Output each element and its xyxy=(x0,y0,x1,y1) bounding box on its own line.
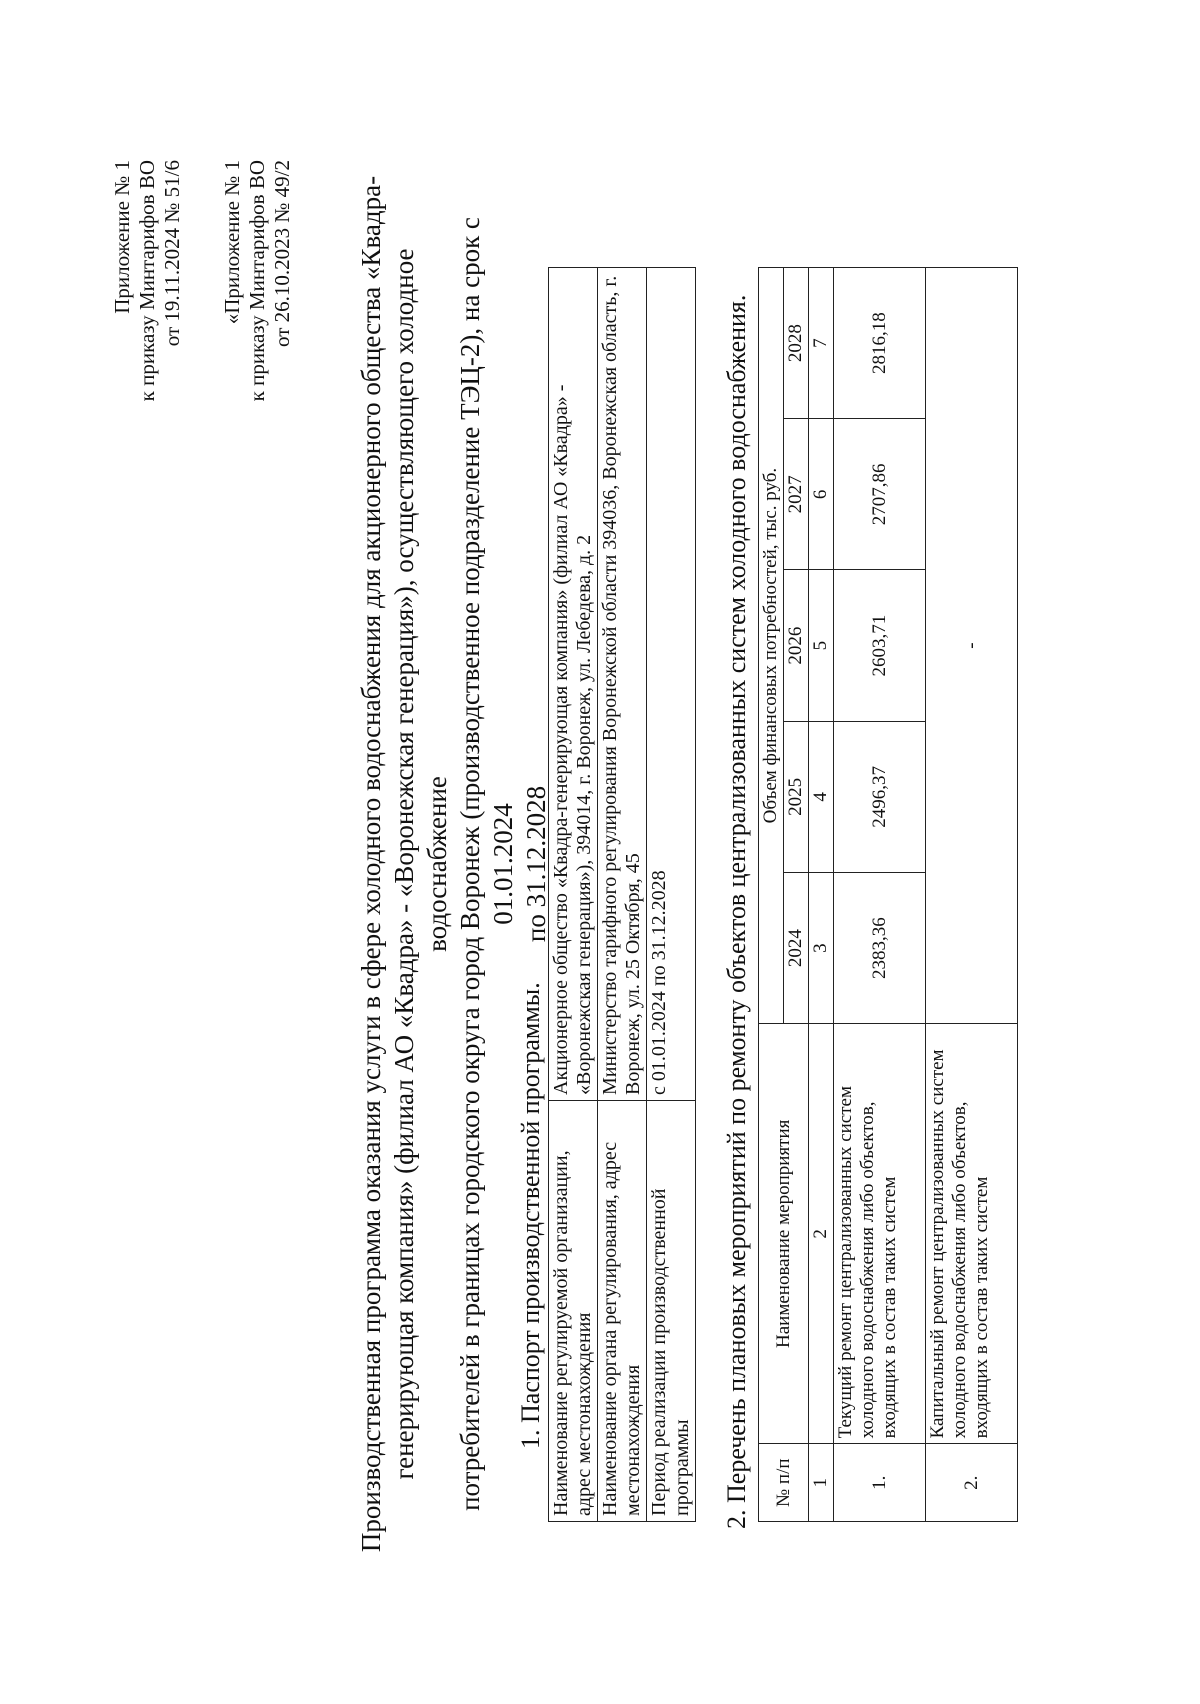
appendix-line: к приказу Минтарифов ВО xyxy=(245,160,269,402)
index-cell: 7 xyxy=(809,268,834,419)
passport-label: Период реализации производственной программы xyxy=(647,1101,696,1522)
title-line: Производственная программа оказания услуги в сфере холодного водоснабжения для акционерного общества «Квадра- xyxy=(356,175,386,1553)
index-cell: 3 xyxy=(809,872,834,1023)
value-cell-merged: - xyxy=(926,268,1018,1024)
index-cell: 2 xyxy=(809,1024,834,1444)
appendix-line: от 19.11.2024 № 51/6 xyxy=(160,160,184,347)
title-line: потребителей в границах городского округа город Воронеж (производственное подразделение ТЭЦ-2), на срок с 01.01.2024 xyxy=(455,217,518,1511)
row-number: 2. xyxy=(926,1444,1018,1522)
year-header: 2025 xyxy=(784,721,809,872)
measure-name: Текущий ремонт централизованных систем холодного водоснабжения либо объектов, входящих в состав таких систем xyxy=(834,1024,926,1444)
header-row xyxy=(759,268,784,1522)
value-cell: 2383,36 xyxy=(834,872,926,1023)
column-header-number: № п/п xyxy=(759,1444,809,1522)
index-row xyxy=(809,268,834,1522)
value-cell: 2603,71 xyxy=(834,570,926,721)
row-number: 1. xyxy=(834,1444,926,1522)
table-row xyxy=(647,268,696,1522)
measure-name: Капитальный ремонт централизованных систем холодного водоснабжения либо объектов, входящих в состав таких систем xyxy=(926,1024,1018,1444)
year-header: 2024 xyxy=(784,872,809,1023)
passport-label: Наименование органа регулирования, адрес местонахождения xyxy=(598,1101,647,1522)
index-cell: 4 xyxy=(809,721,834,872)
appendix-line: «Приложение № 1 xyxy=(220,160,244,325)
index-cell: 6 xyxy=(809,419,834,570)
passport-table xyxy=(548,267,696,1522)
year-header: 2027 xyxy=(784,419,809,570)
value-cell: 2816,18 xyxy=(834,268,926,419)
table-row xyxy=(926,268,1018,1522)
passport-label: Наименование регулируемой организации, адрес местонахождения xyxy=(549,1101,598,1522)
appendix-line: от 26.10.2023 № 49/2 xyxy=(270,160,294,348)
passport-value: Министерство тарифного регулирования Воронежской области 394036, Воронежская область, г. Воронеж, ул. 25 Октября, 45 xyxy=(598,268,647,1101)
value-cell: 2707,86 xyxy=(834,419,926,570)
appendix-note-current xyxy=(110,160,185,401)
year-header: 2028 xyxy=(784,268,809,419)
appendix-line: Приложение № 1 xyxy=(110,160,134,314)
title-line: генерирующая компания» (филиал АО «Квадра» - «Воронежская генерация»), осуществляющего холодное водоснабжение xyxy=(389,248,452,1480)
column-header-name: Наименование мероприятия xyxy=(759,1024,809,1444)
year-header: 2026 xyxy=(784,570,809,721)
measures-table xyxy=(758,267,1018,1522)
appendix-note-previous xyxy=(220,160,295,401)
appendix-line: к приказу Минтарифов ВО xyxy=(135,160,159,402)
passport-heading: 1. Паспорт производственной программы. xyxy=(516,982,545,1449)
title-line: по 31.12.2028 xyxy=(521,785,551,943)
table-row xyxy=(598,268,647,1522)
index-cell: 5 xyxy=(809,570,834,721)
index-cell: 1 xyxy=(809,1444,834,1522)
value-cell: 2496,37 xyxy=(834,721,926,872)
table-row xyxy=(834,268,926,1522)
measures-heading: 2. Перечень плановых мероприятий по ремонту объектов централизованных систем холодного водоснабжения. xyxy=(722,294,751,1529)
passport-value: с 01.01.2024 по 31.12.2028 xyxy=(647,268,696,1101)
table-row xyxy=(549,268,598,1522)
column-header-volume: Объем финансовых потребностей, тыс. руб. xyxy=(759,268,784,1024)
passport-value: Акционерное общество «Квадра-генерирующая компания» (филиал АО «Квадра» - «Воронежская генерация»), 394014, г. Воронеж, ул. Лебедева, д. 2 xyxy=(549,268,598,1101)
